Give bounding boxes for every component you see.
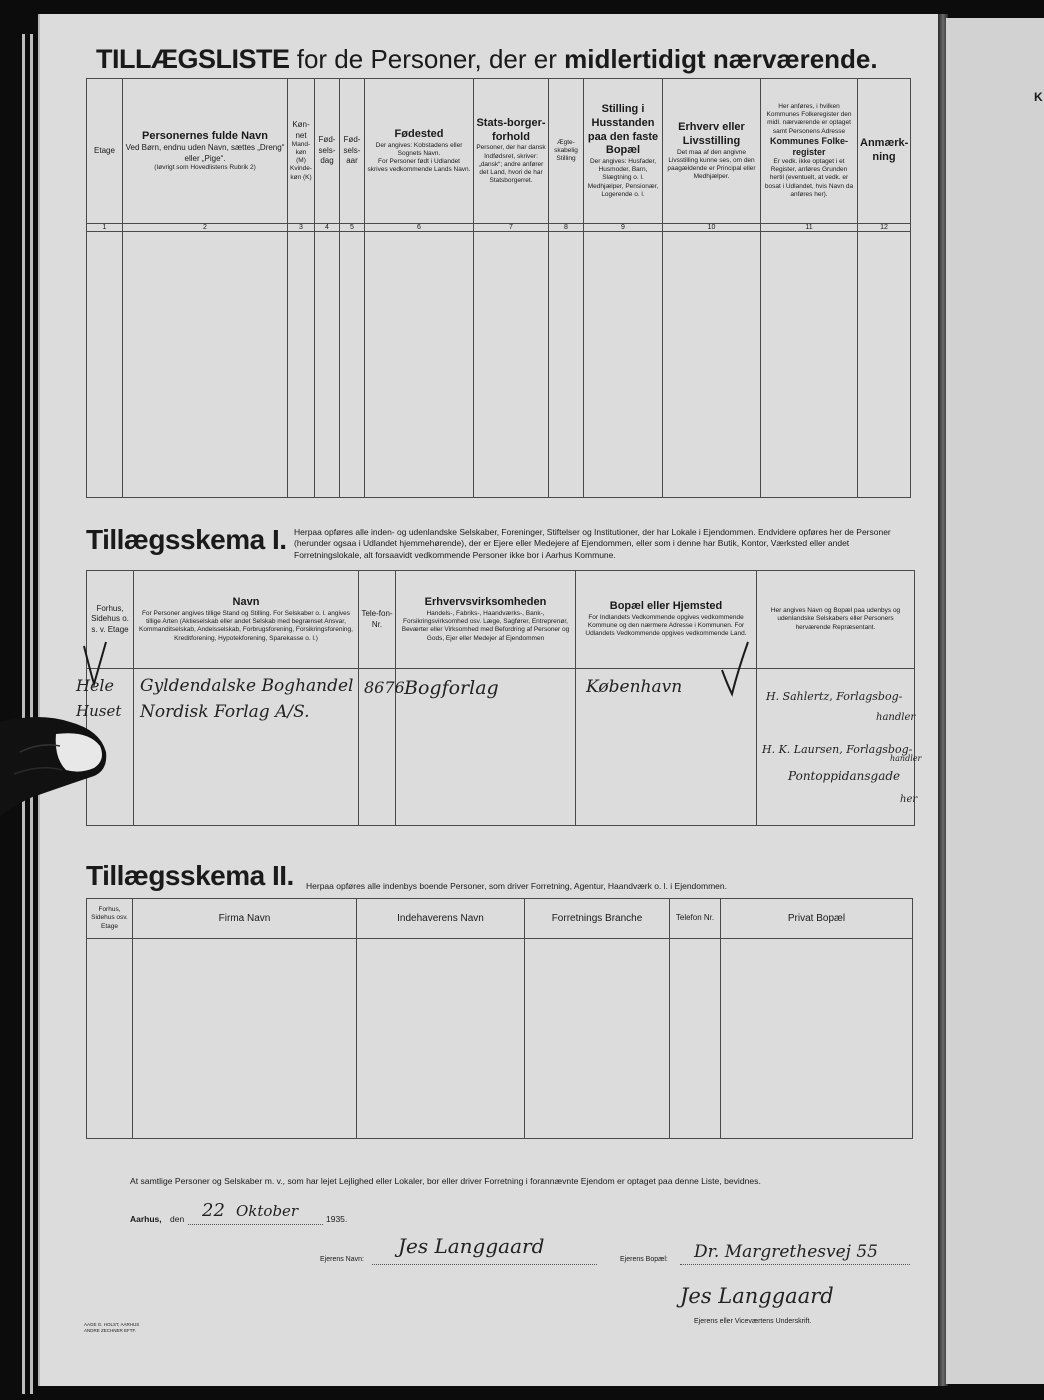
entry-rep-1: H. Sahlertz, Forlagsbog- — [766, 690, 903, 703]
s2-col-phone: Telefon Nr. — [675, 913, 715, 923]
check-mark-icon — [718, 640, 752, 700]
date-line — [188, 1224, 323, 1225]
skema2-header-row — [87, 899, 913, 939]
s2-col-etage: Forhus, Sidehus osv. Etage — [91, 906, 128, 930]
s2-col-branch: Forretnings Branche — [551, 913, 643, 924]
title-part1: for de Personer, der er — [296, 44, 557, 74]
owner-address-label: Ejerens Bopæl: — [620, 1256, 668, 1263]
s1-col-residence: Bopæl eller Hjemsted — [609, 600, 723, 613]
owner-address-line — [680, 1264, 910, 1265]
table1-empty-row — [87, 232, 911, 498]
s1-col-representative: Her angives Navn og Bopæl paa udenbys og udenlandske Selskabers eller Personers herværende Repræsentant. — [770, 607, 901, 631]
title-part2: midlertidigt nærværende. — [564, 44, 878, 74]
entry-rep-2: H. K. Laursen, Forlagsbog- — [762, 743, 913, 756]
page-title — [96, 44, 878, 75]
col-etage: Etage — [94, 145, 115, 155]
entry-rep-3b: her — [900, 794, 918, 805]
col-occupation: Erhverv eller Livsstilling — [678, 121, 745, 147]
right-page — [946, 18, 1044, 1384]
owner-name: Jes Langgaard — [398, 1234, 545, 1258]
s1-col-name: Navn — [232, 596, 260, 609]
col-register: Her anføres, i hvilken Kommunes Folkeregister den midl. nærværende er optaget samt Personens Adresse — [766, 103, 852, 135]
owner-address: Dr. Margrethesvej 55 — [694, 1242, 878, 1262]
skema2-empty-row — [87, 939, 913, 1139]
col-birthplace: Fødested — [394, 127, 444, 140]
col-marital: Ægte-skabelig Stilling — [554, 138, 578, 163]
skema2-description: Herpaa opføres alle indenbys boende Personer, som driver Forretning, Agentur, Haandværk o. l. i Ejendommen. — [306, 881, 727, 891]
right-page-letter: K — [1034, 90, 1043, 104]
skema1-description: Herpaa opføres alle inden- og udenlandske Selskaber, Foreninger, Stiftelser og Institutioner, der har Lokale i Ejendommen. Endvidere opføres her de Personer (herunder ogsaa i Udlandet hjemmehørende), der er Ejere eller Medejere af Ejendommen, eller som i denne har Butik, Kontor, Værksted eller andet Forretningslokale, alt forsaavidt vedkommende Personer ikke bor i Aarhus Kommune. — [294, 527, 891, 560]
skema1-title: Tillægsskema I. — [86, 524, 287, 555]
col-remarks: Anmærk-ning — [860, 137, 909, 163]
col-birthday: Fød-sels-dag — [318, 135, 336, 166]
col-name-title: Personernes fulde Navn — [142, 129, 268, 142]
s1-col-etage: Forhus, Sidehus o. s. v. Etage — [91, 603, 129, 634]
entry-rep-3: Pontoppidansgade — [788, 769, 901, 783]
s1-col-business: Erhvervsvirksomheden — [424, 596, 547, 609]
entry-business: Bogforlag — [404, 677, 499, 699]
col-birthyear: Fød-sels-aar — [343, 135, 361, 166]
title-main: TILLÆGSLISTE — [96, 44, 290, 74]
col-household: Stilling i Husstanden paa den faste Bopæl — [587, 103, 659, 157]
table1-header-row: Etage Personernes fulde Navn Ved Børn, endnu uden Navn, sættes „Dreng“ eller „Pige“. (Iøvrigt som Hovedlistens Rubrik 2) Køn-net Mand-køn (M) Kvinde-køn (K) Fød-sels-dag Fød-sels-aar Fødested Der angives: Kobstadens eller Sognets Navn. For Personer født i Udlandet skrives vedkommende Lands Navn. Stats-borger-forhold Personer, der har dansk Indfødsret, skriver: „dansk“; andre anfører det Land, hvori de har Statsborgerret. Ægte-skabelig Stilling Stilling i Husstanden paa den faste Bopæl Der angives: Husfader, Husmoder, Barn, Slægtning o. l. Medhjælper, Pensionær, Logerende o. l. Erhverv eller Livsstilling Det maa af den angivne Livsstilling kunne ses, om den paagældende er Principal eller Medhjælper. Her anføres, i hvilken Kommunes Folkeregister den midl. nærværende er optaget samt Personens Adresse Kommunes Folke-register Er vedk. ikke optaget i et Register, anføres Grunden hertil (eventuelt, at vedk. er bosat i Udlandet, hvis Navn da anføres her). Anmærk-ning — [87, 79, 911, 224]
entry-etage-1: Hele — [76, 676, 115, 695]
table1-number-row: 1 2 3 4 5 6 7 8 9 10 11 12 — [87, 224, 911, 232]
entry-name-1: Gyldendalske Boghandel — [140, 676, 354, 696]
entry-etage-2: Huset — [76, 702, 122, 720]
footer-month: Oktober — [236, 1202, 299, 1220]
entry-residence: København — [586, 677, 683, 697]
footer-year: 1935. — [326, 1214, 348, 1224]
footer-city: Aarhus, — [130, 1214, 162, 1224]
entry-phone: 8676 — [364, 678, 405, 697]
owner-name-line — [372, 1264, 597, 1265]
check-mark-icon — [80, 640, 110, 690]
supplement-list-table — [86, 78, 911, 498]
s1-col-phone: Tele-fon-Nr. — [361, 609, 393, 629]
col-citizenship: Stats-borger-forhold — [476, 116, 546, 143]
entry-rep-1b: handler — [876, 712, 916, 723]
footer-statement: At samtlige Personer og Selskaber m. v., som har lejet Lejlighed eller Lokaler, bor eller driver Forretning i forannævnte Ejendom er optaget paa denne Liste, bevidnes. — [130, 1176, 761, 1186]
owner-signature: Jes Langgaard — [680, 1284, 834, 1308]
thumb-image — [0, 712, 110, 822]
printer-imprint: AAGE G. HOLST, AARHUS ANDRE ZECHNER EFTF. — [84, 1322, 140, 1333]
entry-name-2: Nordisk Forlag A/S. — [140, 702, 310, 722]
signature-label: Ejerens eller Viceværtens Underskrift. — [694, 1318, 812, 1325]
footer-den: den — [170, 1214, 185, 1224]
owner-name-label: Ejerens Navn: — [320, 1256, 364, 1263]
footer-day: 22 — [202, 1200, 225, 1221]
skema1-header-row: Forhus, Sidehus o. s. v. Etage Navn For Personer angives tillige Stand og Stilling. For Selskaber o. l. angives tillige Arten (Aktieselskab eller andet Selskab med begrænset Ansvar, Kommanditselskab, Andelsselskab, Forbrugsforening, Forsikringsforening, Kreditforening, Hypotekforening, Sparekasse o. l.) Tele-fon-Nr. Erhvervsvirksomheden Handels-, Fabriks-, Haandværks-, Bank-, Forsikringsvirksomhed osv. Læge, Sagfører, Entreprenør, Beværter eller Virksomhed med Befordring af Personer og Gods, Ejer eller Medejer af Ejendommen Bopæl eller Hjemsted For Indlandets Vedkommende opgives vedkommende Kommune og den nærmere Adresse i Kommunen. For Udlandets Vedkommende opgives vedkommende Land. Her angives Navn og Bopæl paa udenbys og udenlandske Selskabers eller Personers herværende Repræsentant. — [87, 571, 915, 669]
s2-col-firm: Firma Navn — [218, 913, 271, 924]
s2-col-owner: Indehaverens Navn — [397, 913, 484, 924]
col-sex: Køn-net — [292, 120, 310, 140]
s2-col-private: Privat Bopæl — [787, 913, 846, 924]
skema2-table — [86, 898, 913, 1139]
skema2-title: Tillægsskema II. — [86, 860, 294, 891]
entry-rep-2b: handler — [890, 754, 922, 763]
